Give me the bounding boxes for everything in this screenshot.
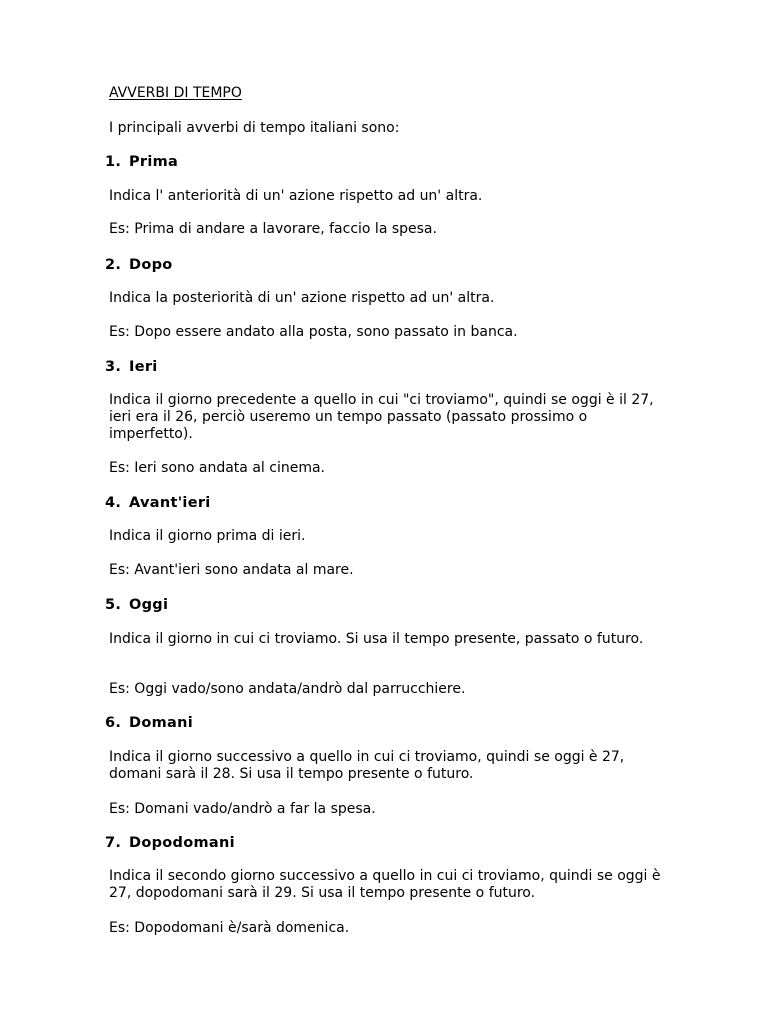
section-heading-prima bbox=[105, 153, 178, 171]
section-number: 7. bbox=[105, 835, 122, 851]
section-example: Es: Ieri sono andata al cinema. bbox=[109, 460, 325, 476]
section-title: Dopodomani bbox=[129, 835, 235, 851]
section-number: 3. bbox=[105, 359, 122, 375]
section-definition: Indica il secondo giorno successivo a quello in cui ci troviamo, quindi se oggi è 27, dopodomani sarà il 29. Si usa il tempo presente o futuro. bbox=[109, 868, 661, 901]
document-title: AVVERBI DI TEMPO bbox=[109, 85, 242, 101]
section-number: 2. bbox=[105, 257, 122, 273]
section-heading-ieri bbox=[105, 358, 158, 376]
section-title: Ieri bbox=[129, 359, 158, 375]
section-example: Es: Dopo essere andato alla posta, sono passato in banca. bbox=[109, 324, 518, 340]
section-title: Dopo bbox=[129, 257, 173, 273]
section-definition: Indica l' anteriorità di un' azione rispetto ad un' altra. bbox=[109, 188, 483, 204]
section-number: 4. bbox=[105, 495, 122, 511]
section-title: Prima bbox=[129, 154, 179, 170]
section-example: Es: Oggi vado/sono andata/andrò dal parrucchiere. bbox=[109, 681, 466, 697]
document-intro: I principali avverbi di tempo italiani sono: bbox=[109, 120, 400, 136]
section-number: 6. bbox=[105, 715, 122, 731]
section-title: Avant'ieri bbox=[129, 495, 211, 511]
section-heading-domani bbox=[105, 714, 193, 732]
section-title: Domani bbox=[129, 715, 193, 731]
section-example: Es: Domani vado/andrò a far la spesa. bbox=[109, 801, 376, 817]
section-heading-dopodomani bbox=[105, 834, 235, 852]
section-number: 1. bbox=[105, 154, 122, 170]
section-definition: Indica il giorno successivo a quello in cui ci troviamo, quindi se oggi è 27, domani sarà il 28. Si usa il tempo presente o futuro. bbox=[109, 749, 625, 782]
section-heading-oggi bbox=[105, 596, 168, 614]
section-example: Es: Avant'ieri sono andata al mare. bbox=[109, 562, 354, 578]
section-definition: Indica la posteriorità di un' azione rispetto ad un' altra. bbox=[109, 290, 495, 306]
section-heading-dopo bbox=[105, 256, 173, 274]
section-example: Es: Prima di andare a lavorare, faccio la spesa. bbox=[109, 221, 437, 237]
section-heading-avantieri bbox=[105, 494, 211, 512]
section-example: Es: Dopodomani è/sarà domenica. bbox=[109, 920, 350, 936]
section-number: 5. bbox=[105, 597, 122, 613]
section-definition: Indica il giorno precedente a quello in cui "ci troviamo", quindi se oggi è il 27, ieri era il 26, perciò useremo un tempo passato (passato prossimo o imperfetto). bbox=[109, 392, 654, 442]
section-definition: Indica il giorno in cui ci troviamo. Si usa il tempo presente, passato o futuro. bbox=[109, 631, 644, 647]
section-definition: Indica il giorno prima di ieri. bbox=[109, 528, 306, 544]
section-title: Oggi bbox=[129, 597, 169, 613]
